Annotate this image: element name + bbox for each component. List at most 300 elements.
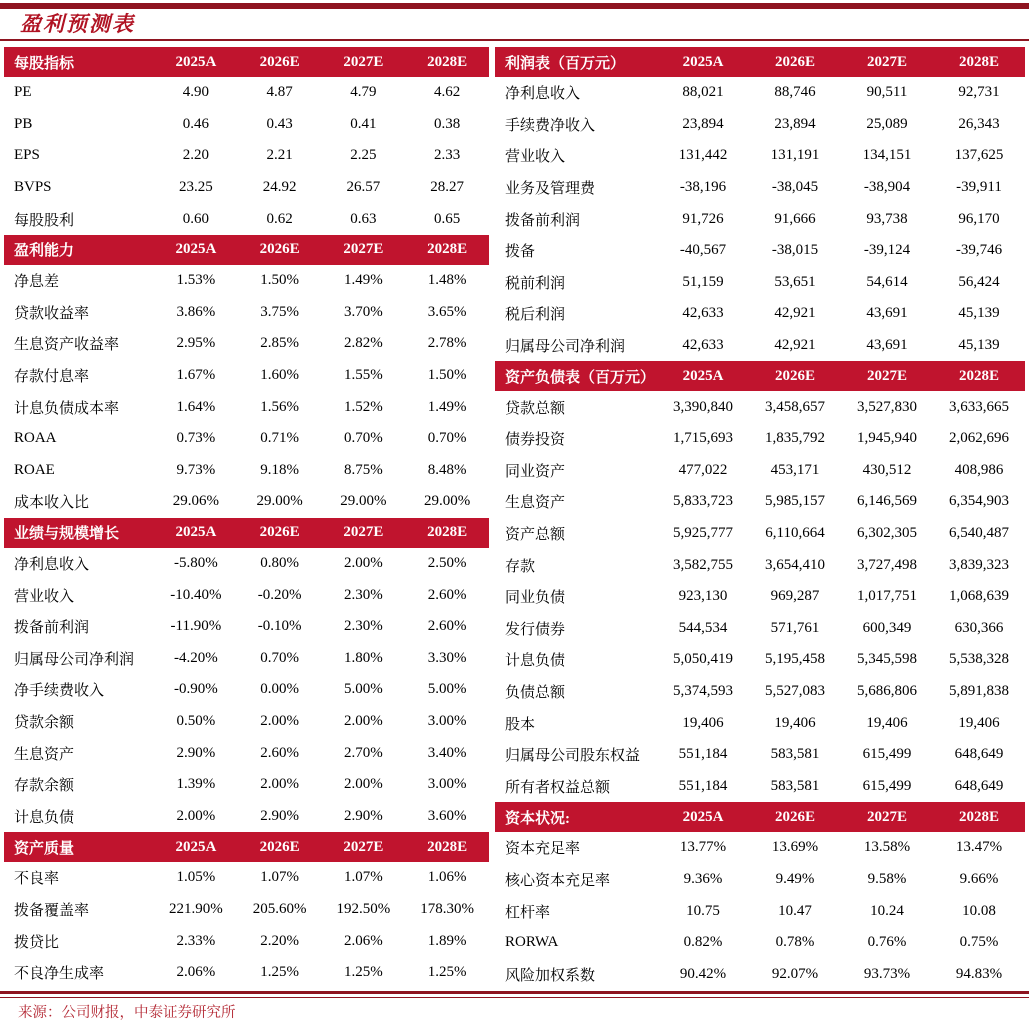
row-value: 2.25 xyxy=(350,147,377,164)
row-value: 90.42% xyxy=(679,965,727,982)
row-value: 56,424 xyxy=(958,273,1000,290)
row-value: 13.77% xyxy=(679,839,727,856)
year-header: 2027E xyxy=(866,808,907,825)
row-value: 2.06% xyxy=(344,932,383,949)
row-value: 88,746 xyxy=(774,84,816,101)
row-value: 5,538,328 xyxy=(949,651,1009,668)
row-value: 3.75% xyxy=(260,303,299,320)
row-value: 1,715,693 xyxy=(673,430,733,447)
row-label: 债券投资 xyxy=(505,432,566,449)
row-value: 5,374,593 xyxy=(673,682,733,699)
row-value: 92,731 xyxy=(958,84,1000,101)
row-value: -5.80% xyxy=(174,555,218,572)
row-value: 131,191 xyxy=(770,147,820,164)
row-value: 2.00% xyxy=(344,555,383,572)
row-value: 42,921 xyxy=(774,305,816,322)
row-label: 归属母公司股东权益 xyxy=(505,748,641,765)
row-value: 5,891,838 xyxy=(949,682,1009,699)
row-value: 0.62 xyxy=(266,210,293,227)
row-value: 192.50% xyxy=(336,900,391,917)
table-row xyxy=(495,770,1025,802)
row-value: 3.30% xyxy=(427,649,467,666)
row-value: 1.25% xyxy=(427,964,467,981)
row-value: 4.79 xyxy=(350,84,377,101)
row-value: -39,124 xyxy=(863,242,911,259)
row-value: 6,540,487 xyxy=(949,525,1009,542)
row-value: 23,894 xyxy=(682,115,724,132)
row-value: 4.90 xyxy=(182,84,209,101)
row-value: 0.46 xyxy=(182,115,209,132)
table-row xyxy=(4,674,489,706)
row-label: BVPS xyxy=(14,179,52,196)
table-row xyxy=(4,925,489,957)
row-label: 贷款余额 xyxy=(14,714,75,731)
row-label: 净利息收入 xyxy=(505,86,581,103)
row-value: 1,017,751 xyxy=(857,588,917,605)
row-label: 归属母公司净利润 xyxy=(505,339,626,356)
row-label: 资产总额 xyxy=(505,527,566,544)
row-value: 4.87 xyxy=(266,84,293,101)
row-value: 2.30% xyxy=(344,618,383,635)
year-header: 2027E xyxy=(343,241,384,258)
row-value: -4.20% xyxy=(174,649,218,666)
table-row xyxy=(495,391,1025,423)
table-row xyxy=(495,581,1025,613)
table-row xyxy=(4,455,489,487)
section-title: 利润表（百万元） xyxy=(505,55,626,72)
year-header: 2026E xyxy=(774,367,815,384)
row-value: 0.50% xyxy=(176,712,216,729)
table-row xyxy=(495,895,1025,927)
row-value: 5,925,777 xyxy=(673,525,733,542)
row-label: 拨备 xyxy=(505,244,536,261)
row-label: 营业收入 xyxy=(14,588,75,605)
row-value: 131,442 xyxy=(678,147,728,164)
table-row xyxy=(495,549,1025,581)
row-value: 1.55% xyxy=(344,367,383,384)
row-label: 税后利润 xyxy=(505,307,566,324)
row-value: 9.66% xyxy=(959,870,999,887)
table-row xyxy=(4,486,489,518)
row-label: PB xyxy=(14,115,33,132)
row-value: 9.58% xyxy=(867,870,907,887)
row-value: 42,633 xyxy=(682,337,724,354)
row-value: 26.57 xyxy=(346,179,381,196)
row-value: 5,686,806 xyxy=(857,682,917,699)
row-label: 存款付息率 xyxy=(14,369,90,386)
row-value: 2.00% xyxy=(344,712,383,729)
row-value: 88,021 xyxy=(682,84,724,101)
year-header: 2028E xyxy=(427,524,468,541)
table-row xyxy=(495,707,1025,739)
row-value: 2.90% xyxy=(344,807,383,824)
table-row xyxy=(4,77,489,109)
section-title: 资产负债表（百万元） xyxy=(505,369,656,386)
table-row xyxy=(4,360,489,392)
year-header: 2026E xyxy=(259,53,300,70)
row-value: 6,302,305 xyxy=(857,525,917,542)
row-label: ROAA xyxy=(14,430,57,447)
row-value: 430,512 xyxy=(862,461,912,478)
row-value: 0.78% xyxy=(775,934,815,951)
row-value: 3,458,657 xyxy=(765,398,825,415)
table-row xyxy=(495,172,1025,204)
row-value: 2.85% xyxy=(260,335,299,352)
row-value: 0.41 xyxy=(350,115,377,132)
row-value: 2.95% xyxy=(176,335,216,352)
row-value: 2.20% xyxy=(260,932,299,949)
row-value: 42,633 xyxy=(682,305,724,322)
year-header: 2025A xyxy=(682,808,724,825)
row-value: 43,691 xyxy=(866,337,908,354)
row-value: -0.10% xyxy=(257,618,302,635)
row-value: 2.33 xyxy=(434,147,461,164)
year-header: 2028E xyxy=(427,838,468,855)
row-value: 2.21 xyxy=(266,147,293,164)
row-label: 生息资产收益率 xyxy=(14,337,120,354)
row-value: 2.00% xyxy=(176,807,216,824)
row-label: 每股股利 xyxy=(14,212,75,229)
row-value: 28.27 xyxy=(430,179,464,196)
row-value: 2.60% xyxy=(427,618,467,635)
row-value: -11.90% xyxy=(170,618,222,635)
table-row xyxy=(495,676,1025,708)
year-header: 2027E xyxy=(343,524,384,541)
row-value: 134,151 xyxy=(862,147,912,164)
row-label: 存款 xyxy=(505,558,536,575)
row-value: 10.24 xyxy=(870,902,904,919)
table-row xyxy=(495,832,1025,864)
table-row xyxy=(495,267,1025,299)
table-row xyxy=(495,958,1025,990)
table-row xyxy=(4,706,489,738)
row-value: 1,068,639 xyxy=(949,588,1009,605)
row-value: 3,527,830 xyxy=(857,398,917,415)
row-value: 0.70% xyxy=(344,430,383,447)
row-label: 税前利润 xyxy=(505,275,566,292)
row-value: 5,050,419 xyxy=(673,651,733,668)
row-label: 净息差 xyxy=(14,274,60,291)
row-value: 19,406 xyxy=(682,714,724,731)
year-header: 2028E xyxy=(958,808,999,825)
row-value: 6,354,903 xyxy=(949,493,1009,510)
row-label: 风险加权系数 xyxy=(505,967,596,984)
row-value: 1.56% xyxy=(260,398,299,415)
row-value: 551,184 xyxy=(678,777,728,794)
row-value: 3.65% xyxy=(427,303,467,320)
row-label: 拨贷比 xyxy=(14,934,60,951)
row-value: 42,921 xyxy=(774,337,816,354)
row-label: 贷款总额 xyxy=(505,400,566,417)
section-title: 每股指标 xyxy=(14,55,75,72)
row-value: 2.20 xyxy=(182,147,209,164)
row-value: 2.00% xyxy=(260,712,299,729)
year-header: 2026E xyxy=(259,838,300,855)
table-row xyxy=(495,864,1025,896)
row-value: 1.06% xyxy=(427,869,467,886)
year-header: 2028E xyxy=(958,53,999,70)
section-header-income-statement xyxy=(495,47,1025,77)
row-value: 2.70% xyxy=(344,744,383,761)
table-row xyxy=(495,455,1025,487)
row-value: 91,726 xyxy=(682,210,724,227)
row-value: 3,654,410 xyxy=(765,556,825,573)
row-value: 1.50% xyxy=(427,367,467,384)
row-value: 9.18% xyxy=(260,461,299,478)
section-header-growth xyxy=(4,518,489,548)
table-row xyxy=(495,140,1025,172)
row-value: 2.50% xyxy=(427,555,467,572)
row-value: 8.75% xyxy=(344,461,383,478)
year-header: 2025A xyxy=(175,241,217,258)
row-label: 同业负债 xyxy=(505,590,566,607)
row-value: 205.60% xyxy=(252,900,307,917)
row-label: PE xyxy=(14,84,32,101)
row-value: 23.25 xyxy=(179,179,213,196)
row-value: 3.86% xyxy=(176,303,216,320)
row-value: -39,746 xyxy=(955,242,1003,259)
row-value: 91,666 xyxy=(774,210,816,227)
row-value: -10.40% xyxy=(170,586,222,603)
year-header: 2027E xyxy=(866,367,907,384)
row-value: 0.82% xyxy=(683,934,723,951)
row-value: 6,146,569 xyxy=(857,493,917,510)
row-value: 2.30% xyxy=(344,586,383,603)
row-value: 923,130 xyxy=(678,588,728,605)
row-value: 29.00% xyxy=(256,493,303,510)
year-header: 2025A xyxy=(175,53,217,70)
row-value: 5,195,458 xyxy=(765,651,825,668)
row-value: 0.73% xyxy=(176,430,216,447)
row-value: 453,171 xyxy=(770,461,820,478)
row-value: 583,581 xyxy=(770,746,820,763)
row-value: 551,184 xyxy=(678,746,728,763)
row-value: 1,835,792 xyxy=(765,430,825,447)
table-row xyxy=(495,235,1025,267)
row-value: 90,511 xyxy=(866,84,908,101)
row-value: 1.07% xyxy=(260,869,299,886)
row-value: 25,089 xyxy=(866,115,908,132)
row-value: 0.71% xyxy=(260,430,299,447)
row-value: 0.76% xyxy=(867,934,907,951)
row-label: 拨备前利润 xyxy=(505,212,581,229)
table-row xyxy=(4,611,489,643)
year-header: 2026E xyxy=(259,241,300,258)
source-note: 来源：公司财报，中泰证券研究所 xyxy=(18,1005,236,1022)
row-value: 45,139 xyxy=(958,337,1000,354)
row-value: 0.38 xyxy=(434,115,461,132)
row-value: 1.53% xyxy=(176,272,216,289)
row-label: 同业资产 xyxy=(505,463,566,480)
row-value: 9.73% xyxy=(176,461,216,478)
row-label: 拨备前利润 xyxy=(14,620,90,637)
row-value: 2.90% xyxy=(260,807,299,824)
row-value: 1.07% xyxy=(344,869,383,886)
table-row xyxy=(4,297,489,329)
row-value: 615,499 xyxy=(862,777,912,794)
row-value: 408,986 xyxy=(954,461,1004,478)
year-header: 2026E xyxy=(774,53,815,70)
row-value: 93,738 xyxy=(866,210,908,227)
row-value: 2.06% xyxy=(176,964,216,981)
row-value: 5,527,083 xyxy=(765,682,825,699)
year-header: 2028E xyxy=(427,241,468,258)
bottom-double-rule xyxy=(0,991,1029,998)
row-value: 5,833,723 xyxy=(673,493,733,510)
table-row xyxy=(4,800,489,832)
row-value: 1.49% xyxy=(344,272,383,289)
row-value: 600,349 xyxy=(862,619,912,636)
section-title: 资产质量 xyxy=(14,840,75,857)
row-value: -38,015 xyxy=(771,242,819,259)
row-label: 生息资产 xyxy=(505,495,566,512)
row-value: 3,839,323 xyxy=(949,556,1009,573)
table-row xyxy=(4,862,489,894)
section-header-capital-status xyxy=(495,802,1025,832)
row-label: 发行债券 xyxy=(505,621,566,638)
row-label: 所有者权益总额 xyxy=(505,779,611,796)
row-value: -0.90% xyxy=(174,681,218,698)
row-value: 1.50% xyxy=(260,272,299,289)
table-row xyxy=(495,330,1025,362)
table-row xyxy=(495,298,1025,330)
row-value: 0.65 xyxy=(434,210,461,227)
year-header: 2025A xyxy=(175,838,217,855)
row-value: 9.36% xyxy=(683,870,723,887)
row-value: 3,390,840 xyxy=(673,398,733,415)
row-label: 计息负债 xyxy=(505,653,566,670)
table-row xyxy=(495,77,1025,109)
row-value: 583,581 xyxy=(770,777,820,794)
row-value: 43,691 xyxy=(866,305,908,322)
row-label: 成本收入比 xyxy=(14,495,90,512)
row-label: 杠杆率 xyxy=(505,904,551,921)
row-value: 45,139 xyxy=(958,305,1000,322)
row-value: 93.73% xyxy=(863,965,911,982)
row-value: 5,985,157 xyxy=(765,493,825,510)
row-value: 94.83% xyxy=(955,965,1003,982)
row-label: 股本 xyxy=(505,716,536,733)
row-label: 资本充足率 xyxy=(505,841,581,858)
row-value: 5.00% xyxy=(427,681,467,698)
row-value: 2.00% xyxy=(344,776,383,793)
row-value: 0.60 xyxy=(182,210,209,227)
row-value: 2.60% xyxy=(427,586,467,603)
table-row xyxy=(4,328,489,360)
section-title: 资本状况: xyxy=(505,810,570,827)
row-value: 571,761 xyxy=(770,619,820,636)
table-row xyxy=(495,423,1025,455)
row-value: 51,159 xyxy=(682,273,724,290)
forecast-tables xyxy=(0,41,1029,990)
row-value: 1.49% xyxy=(427,398,467,415)
row-value: 2.60% xyxy=(260,744,299,761)
row-value: 1.52% xyxy=(344,398,383,415)
row-value: 0.43 xyxy=(266,115,293,132)
row-value: 0.80% xyxy=(260,555,299,572)
year-header: 2025A xyxy=(175,524,217,541)
page-title: 盈利预测表 xyxy=(20,12,135,36)
row-value: -38,904 xyxy=(863,179,911,196)
table-row xyxy=(495,927,1025,959)
row-label: 归属母公司净利润 xyxy=(14,651,135,668)
row-value: 23,894 xyxy=(774,115,816,132)
row-value: 19,406 xyxy=(866,714,908,731)
row-label: 计息负债成本率 xyxy=(14,400,120,417)
table-row xyxy=(4,203,489,235)
row-value: 13.47% xyxy=(955,839,1003,856)
row-value: 5,345,598 xyxy=(857,651,917,668)
row-value: -38,196 xyxy=(679,179,727,196)
year-header: 2026E xyxy=(259,524,300,541)
row-label: 核心资本充足率 xyxy=(505,872,611,889)
row-value: 2,062,696 xyxy=(949,430,1009,447)
table-row xyxy=(4,109,489,141)
right-table-column xyxy=(495,47,1025,990)
table-row xyxy=(495,644,1025,676)
row-value: 53,651 xyxy=(774,273,816,290)
table-row xyxy=(4,769,489,801)
table-row xyxy=(4,423,489,455)
row-value: 2.00% xyxy=(260,776,299,793)
row-value: 3.70% xyxy=(344,303,383,320)
row-label: 业务及管理费 xyxy=(505,181,596,198)
row-label: 不良净生成率 xyxy=(14,966,105,983)
row-value: 1,945,940 xyxy=(857,430,917,447)
row-value: 969,287 xyxy=(770,588,820,605)
row-label: ROAE xyxy=(14,461,55,478)
table-row xyxy=(495,203,1025,235)
row-value: 19,406 xyxy=(958,714,1000,731)
row-value: 96,170 xyxy=(958,210,1000,227)
table-row xyxy=(4,140,489,172)
row-label: 负债总额 xyxy=(505,684,566,701)
row-value: 1.89% xyxy=(427,932,467,949)
row-value: 0.75% xyxy=(959,934,999,951)
section-title: 盈利能力 xyxy=(14,243,75,260)
row-label: RORWA xyxy=(505,934,559,951)
row-value: 3,633,665 xyxy=(949,398,1009,415)
table-row xyxy=(4,265,489,297)
row-value: 8.48% xyxy=(427,461,467,478)
table-row xyxy=(4,172,489,204)
row-value: 26,343 xyxy=(958,115,1000,132)
table-row xyxy=(495,109,1025,141)
row-value: 13.58% xyxy=(863,839,911,856)
row-value: 0.70% xyxy=(260,649,299,666)
row-value: 1.80% xyxy=(344,649,383,666)
section-header-profitability xyxy=(4,235,489,265)
table-row xyxy=(4,957,489,989)
row-value: 0.00% xyxy=(260,681,299,698)
row-value: 19,406 xyxy=(774,714,816,731)
row-value: 9.49% xyxy=(775,870,815,887)
row-value: 3.00% xyxy=(427,776,467,793)
table-row xyxy=(495,486,1025,518)
row-value: 648,649 xyxy=(954,746,1004,763)
row-label: 贷款收益率 xyxy=(14,305,90,322)
row-value: 2.78% xyxy=(427,335,467,352)
section-header-balance-sheet xyxy=(495,361,1025,391)
row-value: 1.05% xyxy=(176,869,216,886)
row-value: 29.06% xyxy=(172,493,219,510)
row-value: -39,911 xyxy=(956,179,1002,196)
row-label: 存款余额 xyxy=(14,778,75,795)
row-value: 3.40% xyxy=(427,744,467,761)
row-value: 1.25% xyxy=(344,964,383,981)
row-value: 3,582,755 xyxy=(673,556,733,573)
row-value: 648,649 xyxy=(954,777,1004,794)
